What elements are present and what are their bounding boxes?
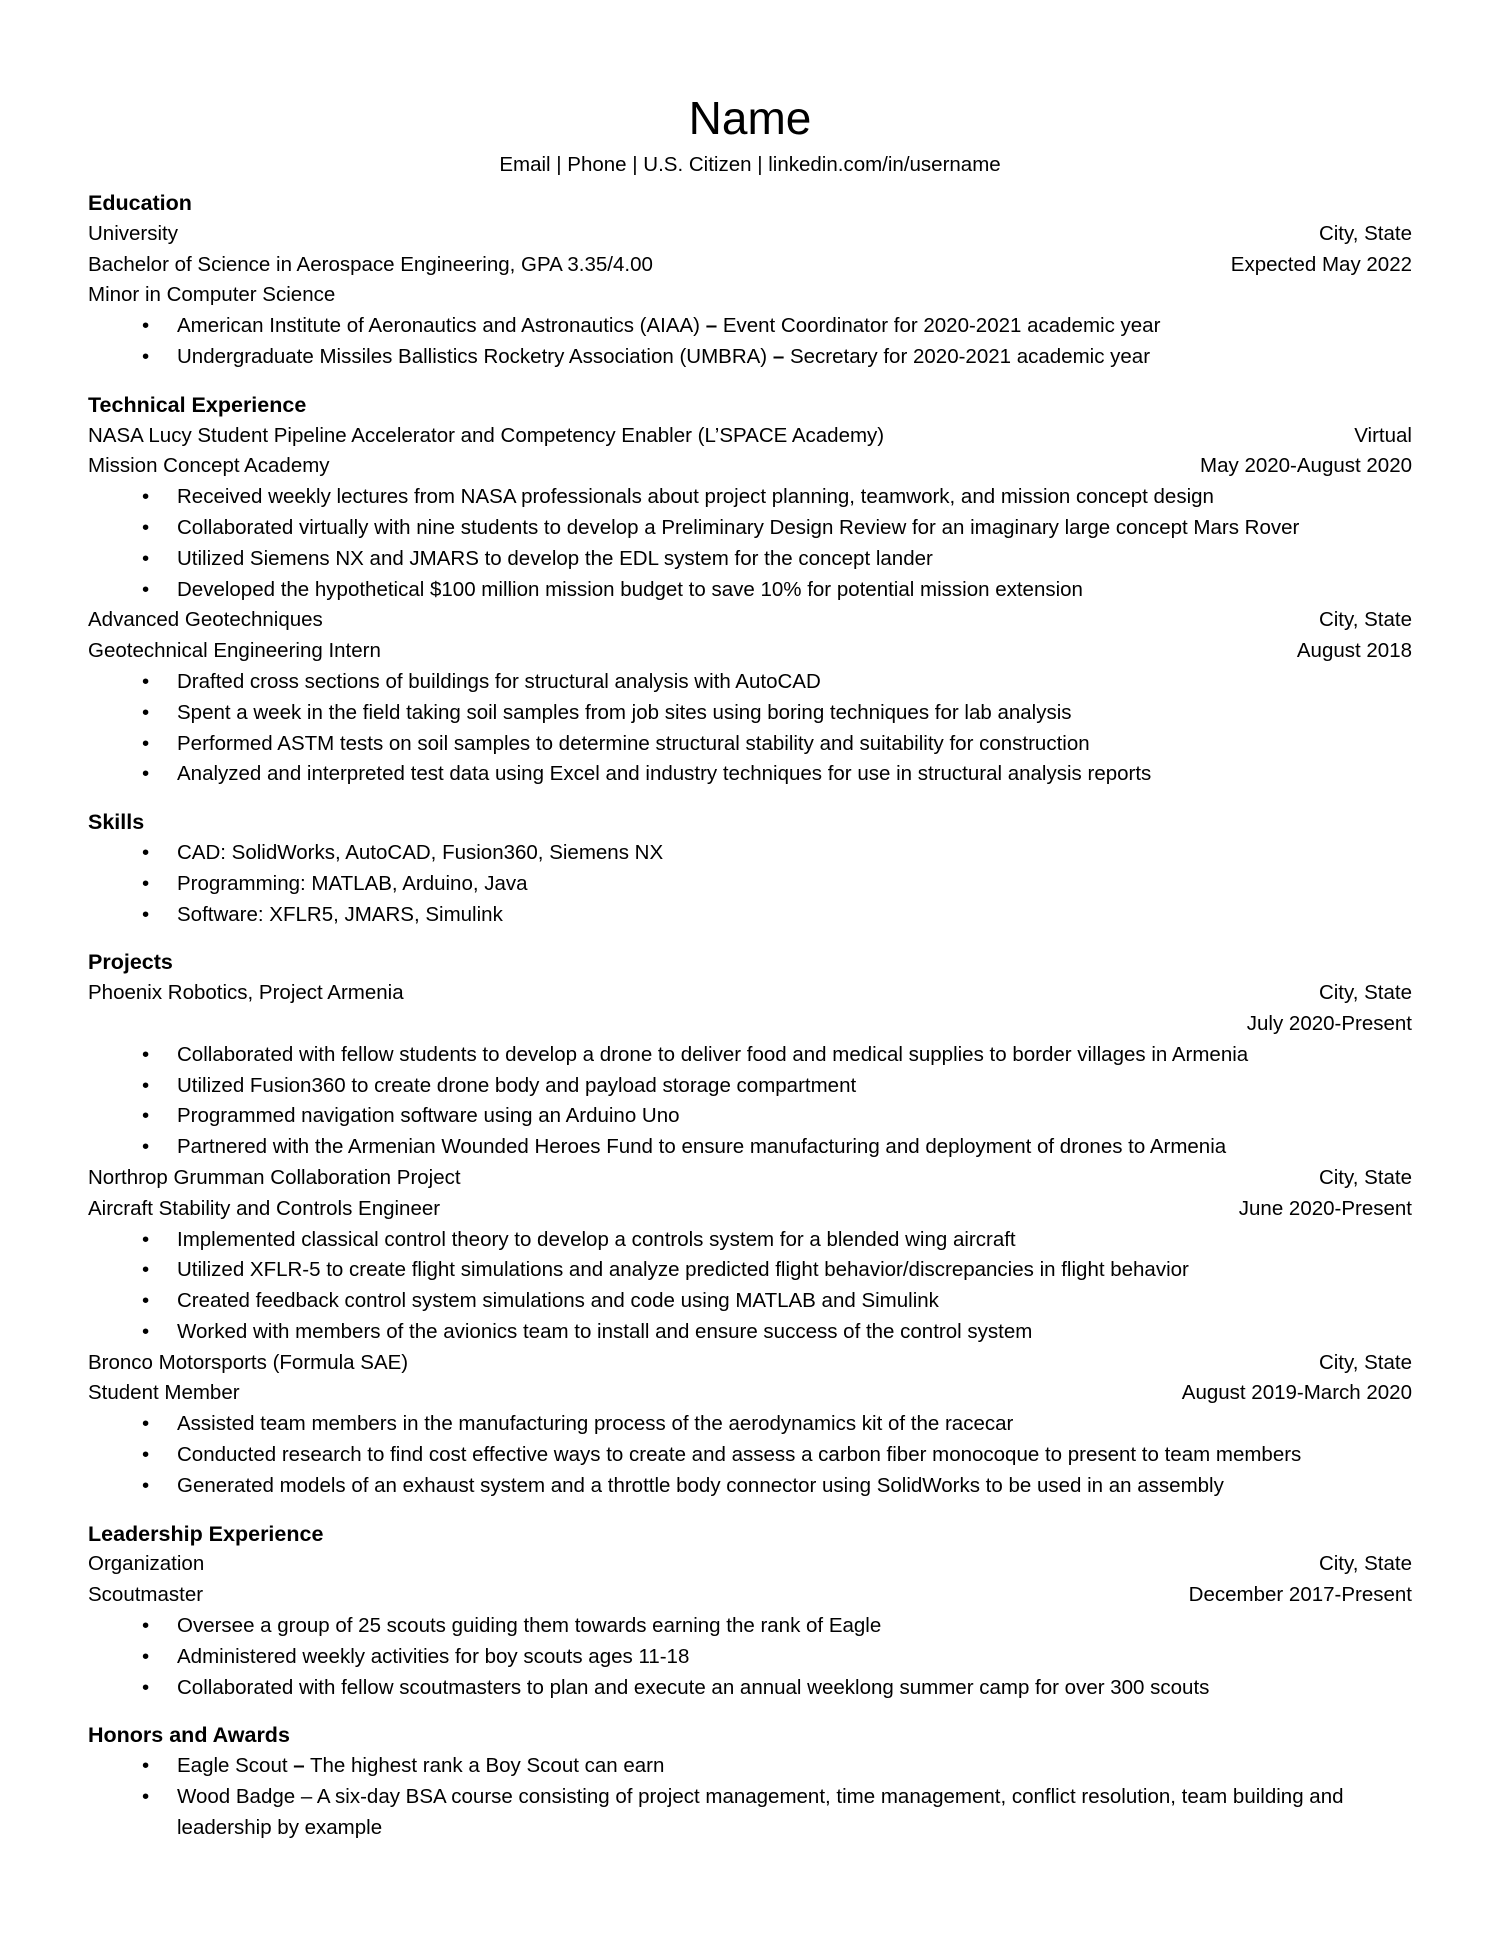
bullet-text: Assisted team members in the manufacturing process of the aerodynamics kit of the racecar [177,1412,1014,1436]
bullet-text: Received weekly lectures from NASA professionals about project planning, teamwork, and mission concept design [177,485,1214,509]
entry-left: Bachelor of Science in Aerospace Engineering, GPA 3.35/4.00 [88,252,653,276]
bullet-item [88,1611,1412,1642]
entry-row [88,421,1412,452]
section-honors-and-awards [88,1720,1412,1843]
bullet-icon: • [142,840,150,864]
section-leadership-experience [88,1519,1412,1704]
bullet-item [88,1225,1412,1256]
bullet-text: The highest rank a Boy Scout can earn [304,1754,665,1778]
bullet-text: Eagle Scout [177,1754,294,1778]
bullet-item [88,869,1412,900]
bullet-text: Oversee a group of 25 scouts guiding them towards earning the rank of Eagle [177,1614,882,1638]
bullet-icon: • [142,546,150,570]
bullet-item [88,342,1412,373]
entry-right: August 2019-March 2020 [1181,1381,1412,1405]
bullet-text: Collaborated with fellow students to develop a drone to deliver food and medical supplies to border villages in Armenia [177,1042,1249,1066]
bullet-item [88,544,1412,575]
bullet-text: Software: XFLR5, JMARS, Simulink [177,902,503,926]
section-heading: Education [88,191,192,215]
entry-left: Bronco Motorsports (Formula SAE) [88,1350,409,1374]
entry-row [88,605,1412,636]
entry-right: May 2020-August 2020 [1200,454,1412,478]
contact-line: Email | Phone | U.S. Citizen | linkedin.com/in/username [499,153,1001,176]
entry-row [88,1549,1412,1580]
entry-left: University [88,221,178,245]
entry-left: Minor in Computer Science [88,283,336,307]
bullet-text: Collaborated with fellow scoutmasters to plan and execute an annual weeklong summer camp for over 300 scouts [177,1675,1210,1699]
entry-left: Phoenix Robotics, Project Armenia [88,981,404,1005]
section-technical-experience [88,390,1412,790]
resume-sections [88,188,1412,1861]
bullet-item [88,482,1412,513]
entry-right: Virtual [1354,423,1412,447]
bullet-icon: • [142,1319,150,1343]
bullet-icon: • [142,1289,150,1313]
entry-row [88,250,1412,281]
bullet-text: Implemented classical control theory to develop a controls system for a blended wing aircraft [177,1227,1016,1251]
bullet-text: Collaborated virtually with nine students to develop a Preliminary Design Review for an imaginary large concept Mars Rover [177,515,1300,539]
section-heading: Projects [88,950,173,975]
bullet-text: Drafted cross sections of buildings for structural analysis with AutoCAD [177,669,821,693]
entry-right: City, State [1318,1350,1412,1374]
bullet-item [88,575,1412,606]
entry-row [88,1163,1412,1194]
bullet-text: Performed ASTM tests on soil samples to determine structural stability and suitability for construction [177,731,1090,755]
bullet-item [88,1132,1412,1163]
entry-left: NASA Lucy Student Pipeline Accelerator and Competency Enabler (L’SPACE Academy) [88,423,885,447]
entry-right: City, State [1318,1552,1412,1576]
bullet-item [88,1286,1412,1317]
bullet-text: Created feedback control system simulations and code using MATLAB and Simulink [177,1289,939,1313]
entry-left: Organization [88,1552,205,1576]
bullet-icon: • [142,669,150,693]
bullet-text: Conducted research to find cost effective ways to create and assess a carbon fiber monocoque to present to team members [177,1443,1302,1467]
entry-right: City, State [1318,1165,1412,1189]
dash-separator: – [705,314,718,338]
section-skills [88,807,1412,930]
bullet-item [88,1040,1412,1071]
bullet-icon: • [142,1473,150,1497]
entry-right: City, State [1318,221,1412,245]
entry-row [88,219,1412,250]
bullet-icon: • [142,1754,150,1778]
entry-right: June 2020-Present [1238,1196,1412,1220]
bullet-text: Administered weekly activities for boy scouts ages 11-18 [177,1644,690,1668]
dash-separator: – [772,344,785,368]
entry-left: Aircraft Stability and Controls Engineer [88,1196,441,1220]
candidate-name: Name [688,92,812,144]
bullet-icon: • [142,1412,150,1436]
entry-row [88,978,1412,1009]
entry-row [88,1580,1412,1611]
bullet-icon: • [142,1073,150,1097]
bullet-item [88,900,1412,931]
entry-right: August 2018 [1296,639,1412,663]
section-heading: Technical Experience [88,392,307,417]
bullet-icon: • [142,577,150,601]
bullet-item [88,759,1412,790]
bullet-item [88,1751,1412,1782]
bullet-icon: • [142,515,150,539]
entry-left: Advanced Geotechniques [88,608,323,632]
entry-left: Mission Concept Academy [88,454,330,478]
bullet-icon: • [142,871,150,895]
bullet-item [88,513,1412,544]
bullet-item [88,667,1412,698]
bullet-item [88,838,1412,869]
section-education [88,188,1412,373]
bullet-text: Wood Badge – A six-day BSA course consisting of project management, time management, conflict resolution, team building and leadership by example [177,1785,1344,1839]
entry-left: Scoutmaster [88,1583,204,1607]
bullet-text: Generated models of an exhaust system and a throttle body connector using SolidWorks to be used in an assembly [177,1473,1224,1497]
entry-left: Northrop Grumman Collaboration Project [88,1165,461,1189]
bullet-icon: • [142,485,150,509]
bullet-item [88,1409,1412,1440]
bullet-icon: • [142,1227,150,1251]
section-heading: Honors and Awards [88,1723,290,1748]
dash-separator: – [293,1754,305,1778]
bullet-icon: • [142,1042,150,1066]
bullet-icon: • [142,1258,150,1282]
entry-right: Expected May 2022 [1230,252,1412,276]
entry-right: City, State [1318,608,1412,632]
bullet-item [88,1071,1412,1102]
bullet-text: CAD: SolidWorks, AutoCAD, Fusion360, Siemens NX [177,840,664,864]
entry-left: Student Member [88,1381,240,1405]
entry-row [88,1194,1412,1225]
bullet-text: Programmed navigation software using an Arduino Uno [177,1104,680,1128]
bullet-icon: • [142,1644,150,1668]
bullet-item [88,1255,1412,1286]
bullet-text: Worked with members of the avionics team to install and ensure success of the control system [177,1319,1033,1343]
entry-row [88,636,1412,667]
bullet-icon: • [142,1785,150,1809]
bullet-icon: • [142,1104,150,1128]
bullet-text: Utilized Fusion360 to create drone body and payload storage compartment [177,1073,857,1097]
bullet-text: Programming: MATLAB, Arduino, Java [177,871,528,895]
entry-right: City, State [1318,981,1412,1005]
bullet-text: Undergraduate Missiles Ballistics Rocketry Association (UMBRA) [177,344,773,368]
bullet-item [88,1440,1412,1471]
bullet-item [88,1642,1412,1673]
bullet-text: Analyzed and interpreted test data using Excel and industry techniques for use in structural analysis reports [177,762,1152,786]
bullet-item [88,1101,1412,1132]
entry-row [88,1378,1412,1409]
bullet-text: Spent a week in the field taking soil samples from job sites using boring techniques for lab analysis [177,700,1072,724]
bullet-text: Partnered with the Armenian Wounded Heroes Fund to ensure manufacturing and deployment of drones to Armenia [177,1135,1227,1159]
bullet-item [88,1471,1412,1502]
bullet-item [88,729,1412,760]
bullet-icon: • [142,731,150,755]
bullet-icon: • [142,1614,150,1638]
entry-right: December 2017-Present [1188,1583,1412,1607]
section-heading: Leadership Experience [88,1521,324,1546]
bullet-icon: • [142,700,150,724]
bullet-icon: • [142,314,150,338]
bullet-item [88,1782,1412,1844]
bullet-icon: • [142,762,150,786]
entry-row [88,280,1412,311]
bullet-icon: • [142,344,150,368]
bullet-item [88,311,1412,342]
bullet-item [88,1317,1412,1348]
entry-right: July 2020-Present [1246,1011,1412,1035]
entry-row [88,1009,1412,1040]
bullet-item [88,698,1412,729]
entry-row [88,451,1412,482]
bullet-icon: • [142,1135,150,1159]
bullet-text: American Institute of Aeronautics and Astronautics (AIAA) [177,314,706,338]
bullet-icon: • [142,902,150,926]
bullet-item [88,1673,1412,1704]
bullet-text: Event Coordinator for 2020-2021 academic year [717,314,1161,338]
bullet-text: Utilized XFLR-5 to create flight simulations and analyze predicted flight behavior/discrepancies in flight behavior [177,1258,1189,1282]
bullet-icon: • [142,1443,150,1467]
entry-left: Geotechnical Engineering Intern [88,639,381,663]
section-projects [88,947,1412,1501]
bullet-text: Secretary for 2020-2021 academic year [784,344,1151,368]
bullet-icon: • [142,1675,150,1699]
section-heading: Skills [88,810,145,835]
bullet-text: Utilized Siemens NX and JMARS to develop the EDL system for the concept lander [177,546,933,570]
entry-row [88,1348,1412,1379]
bullet-text: Developed the hypothetical $100 million mission budget to save 10% for potential mission extension [177,577,1083,601]
